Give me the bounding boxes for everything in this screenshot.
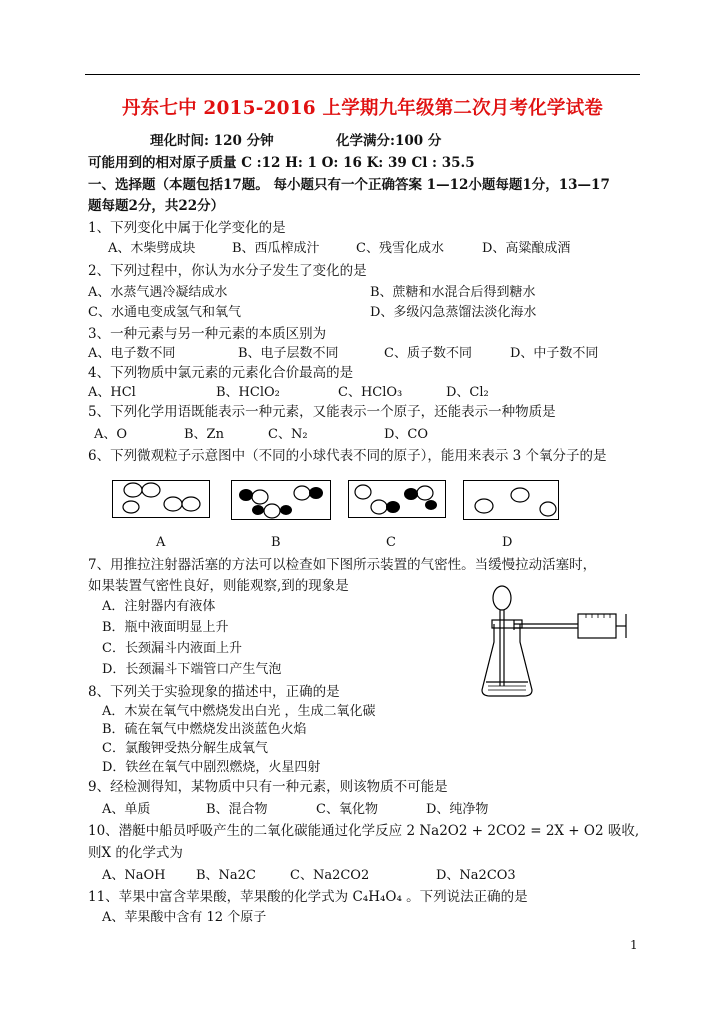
option: B、Na2C — [196, 868, 256, 883]
option: B、HClO₂ — [216, 385, 280, 400]
exam-title: 丹东七中 2015-2016 上学期九年级第二次月考化学试卷 — [121, 98, 604, 119]
molecule-diagram-c — [348, 480, 446, 518]
apparatus-diagram — [478, 582, 638, 706]
diagram-label-c: C — [386, 535, 396, 550]
option: C、N₂ — [268, 427, 308, 442]
molecule-diagram-a — [112, 480, 210, 518]
question-stem: 3、一种元素与另一种元素的本质区别为 — [88, 326, 327, 342]
question-stem: 10、潜艇中船员呼吸产生的二氧化碳能通过化学反应 2 Na2O2 + 2CO2 = 2X + O2 吸收, — [88, 823, 640, 839]
option: B．硫在氧气中燃烧发出淡蓝色火焰 — [102, 722, 307, 737]
option: B、Zn — [184, 427, 224, 442]
option: A、单质 — [102, 802, 151, 817]
option: B．瓶中液面明显上升 — [102, 620, 229, 635]
option: A、HCl — [88, 385, 136, 400]
option: C、水通电变成氢气和氧气 — [88, 305, 241, 320]
option: A、木柴劈成块 — [108, 241, 196, 256]
option: A．木炭在氧气中燃烧发出白光 ，生成二氧化碳 — [102, 704, 376, 719]
option: D．铁丝在氧气中剧烈燃烧，火星四射 — [102, 760, 321, 775]
option: C、残雪化成水 — [356, 241, 444, 256]
option: A、水蒸气遇冷凝结成水 — [88, 285, 228, 300]
section-heading: 一、选择题（本题包括17题。 每小题只有一个正确答案 1—12小题每题1分，13—17 — [88, 177, 610, 193]
question-stem: 11、苹果中富含苹果酸，苹果酸的化学式为 C₄H₄O₄ 。下列说法正确的是 — [88, 889, 528, 905]
header-rule — [85, 74, 640, 75]
question-stem: 8、下列关于实验现象的描述中，正确的是 — [88, 684, 340, 700]
option: C、氧化物 — [316, 802, 378, 817]
option: C、HClO₃ — [338, 385, 403, 400]
option: B、蔗糖和水混合后得到糖水 — [370, 285, 536, 300]
option: D、CO — [384, 427, 429, 442]
option: D、多级闪急蒸馏法淡化海水 — [370, 305, 537, 320]
atomic-masses: 可能用到的相对原子质量 C :12 H: 1 O: 16 K: 39 Cl : 35.5 — [88, 155, 475, 171]
page-number: 1 — [630, 938, 638, 952]
diagram-label-d: D — [502, 535, 513, 550]
question-stem: 1、下列变化中属于化学变化的是 — [88, 220, 286, 236]
option: D、纯净物 — [426, 802, 489, 817]
option: A、NaOH — [102, 868, 166, 883]
exam-score: 化学满分:100 分 — [336, 133, 442, 149]
section-heading-cont: 题每题2分，共22分） — [88, 198, 225, 214]
option: A、O — [94, 427, 128, 442]
option: C、Na2CO2 — [290, 868, 370, 883]
question-stem: 9、经检测得知，某物质中只有一种元素，则该物质不可能是 — [88, 779, 448, 795]
option: D、Cl₂ — [446, 385, 489, 400]
question-stem: 5、下列化学用语既能表示一种元素，又能表示一个原子，还能表示一种物质是 — [88, 404, 556, 420]
option: C、质子数不同 — [384, 346, 472, 361]
option: B、西瓜榨成汁 — [232, 241, 320, 256]
diagram-label-a: A — [156, 535, 166, 550]
option: D、Na2CO3 — [436, 868, 516, 883]
diagram-label-b: B — [271, 535, 281, 550]
option: A．注射器内有液体 — [102, 599, 216, 614]
question-stem: 2、下列过程中，你认为水分子发生了变化的是 — [88, 263, 367, 279]
question-stem-cont: 则X 的化学式为 — [88, 845, 183, 861]
option: A、电子数不同 — [88, 346, 176, 361]
option: D、中子数不同 — [510, 346, 599, 361]
question-stem: 4、下列物质中氯元素的元素化合价最高的是 — [88, 365, 354, 381]
exam-time: 理化时间: 120 分钟 — [150, 133, 274, 149]
question-stem: 6、下列微观粒子示意图中（不同的小球代表不同的原子），能用来表示 3 个氧分子的是 — [88, 448, 607, 464]
question-stem-cont: 如果装置气密性良好，则能观察,到的现象是 — [88, 578, 349, 594]
option: C．氯酸钾受热分解生成氧气 — [102, 741, 268, 756]
molecule-diagram-b — [231, 480, 331, 520]
option: B、电子层数不同 — [238, 346, 339, 361]
molecule-diagram-d — [463, 480, 559, 520]
question-stem: 7、用推拉注射器活塞的方法可以检查如下图所示装置的气密性。当缓慢拉动活塞时， — [88, 557, 597, 573]
option: C．长颈漏斗内液面上升 — [102, 641, 242, 656]
option: D．长颈漏斗下端管口产生气泡 — [102, 662, 282, 677]
option: A、苹果酸中含有 12 个原子 — [102, 910, 267, 925]
option: B、混合物 — [206, 802, 268, 817]
option: D、高粱酿成酒 — [482, 241, 571, 256]
